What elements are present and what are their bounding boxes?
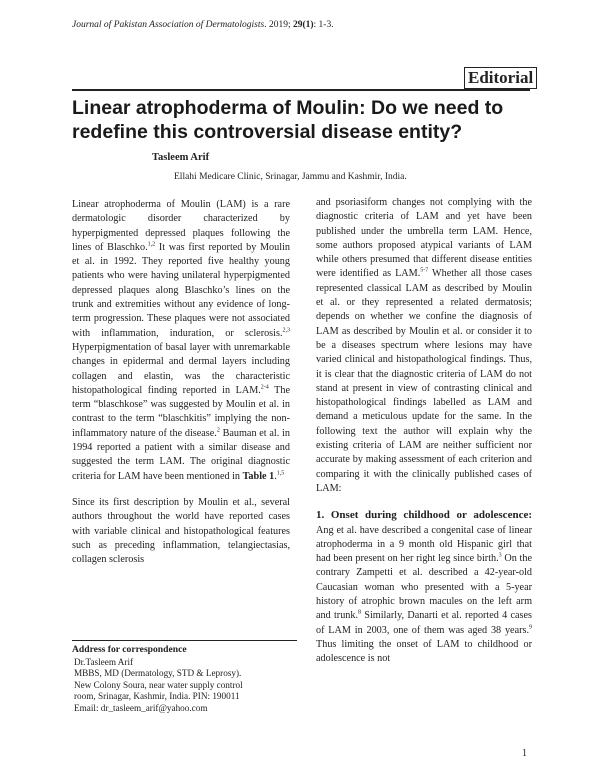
correspondence-line: MBBS, MD (Dermatology, STD & Leprosy). <box>74 668 242 678</box>
correspondence-line: Dr.Tasleem Arif <box>74 656 134 667</box>
page-number: 1 <box>522 748 527 759</box>
paragraph: Linear atrophoderma of Moulin (LAM) is a rare dermatologic disorder characterized by hyperpigmented depressed plaques following the lines of Blaschko.$^{1,2}$ It was first reported by Moulin et al. in 1992. They reported five healthy young patients who were having unilateral hyperpigmented depressed plaques along Blaschko’s lines on the trunk and extremities without any evidence of long-term progression. These plaques were not associated with inflammation, induration, or sclerosis.$^{2,3}$ Hyperpigmentation of basal layer with unremarkable changes in epidermal and dermal layers including collagen and elastin, was the characteristic histopathological finding reported in LAM.$^{2-4}$ The term “blaschkose” was suggested by Moulin et al. in contrast to the term “blaschkitis” implying the non-inflammatory nature of the disease.$^2$ Bauman et al. in 1994 reported a patient with a similar disease and suggested the term LAM. The original diagnostic criteria for LAM have been mentioned in Table 1.$^{1,5}$ <box>72 199 290 482</box>
correspondence-line: room, Srinagar, Kashmir, India. PIN: 190011 <box>74 691 240 701</box>
title-rule <box>72 89 530 91</box>
correspondence-heading: Address for correspondence <box>72 644 187 655</box>
correspondence-line: New Colony Soura, near water supply control <box>74 679 243 690</box>
paragraph: Since its first description by Moulin et al., several authors throughout the world have reported cases with variable clinical and histopathological features such as preceding inflammation, telangiectasias, collagen sclerosis <box>72 496 290 566</box>
journal-pages: : 1-3. <box>313 20 334 30</box>
journal-citation <box>72 20 334 30</box>
author-name: Tasleem Arif <box>152 152 210 163</box>
journal-name: Journal of Pakistan Association of Dermatologists <box>72 20 265 30</box>
paragraph: and psoriasiform changes not complying with the diagnostic criteria of LAM and yet have been published under the umbrella term LAM. Hence, some authors proposed atypical variants of LAM while others presumed that different disease entities were identified as LAM.$^{5-7}$ Whether all those cases represented classical LAM as described by Moulin et al. or they represented a related dermatosis; depends on whether we confine the diagnosis of LAM as described by Moulin et al. or consider it to be a diseases spectrum where lesions may have varied clinical and histopathological findings. Thus, it is clear that the diagnostic criteria of LAM do not stand at present in view of contrasting clinical and histopathological findings labelled as LAM and demand a meticulous update for the same. In the following text the author will explain why the existing criteria of LAM are neither sufficient nor accurate by making assessment of each criterion and comparing it with the clinically published cases of LAM: <box>316 197 532 494</box>
table-link[interactable]: Table 1 <box>242 470 275 482</box>
column-right <box>316 196 532 667</box>
journal-volume: 29 <box>292 20 303 30</box>
column-left <box>72 198 290 567</box>
paragraph: 1. Onset during childhood or adolescence: Ang et al. have described a congenital case of linear atrophoderma in a 9 month old Hispanic girl that had been present on her right leg since birth.$^3$ On the contrary Zampetti et al. described a 42-year-old Caucasian woman who presented with a 5-year history of atrophic brown macules on the left arm and trunk.$^8$ Similarly, Danarti et al. reported 4 cases of LAM in 2003, one of them was aged 38 years.$^9$ Thus limiting the onset of LAM to childhood or adolescence is not <box>316 509 532 665</box>
article-title: Linear atrophoderma of Moulin: Do we need to redefine this controversial disease entity? <box>72 97 504 143</box>
correspondence-box <box>72 640 297 714</box>
author-affiliation: Ellahi Medicare Clinic, Srinagar, Jammu and Kashmir, India. <box>174 172 407 182</box>
section-heading: 1. Onset during childhood or adolescence: <box>316 509 532 522</box>
correspondence-email[interactable]: Email: dr_tasleem_arif@yahoo.com <box>74 702 208 713</box>
journal-year: . 2019; <box>264 20 293 30</box>
editorial-badge: Editorial <box>464 67 537 89</box>
journal-issue: (1) <box>302 20 314 30</box>
